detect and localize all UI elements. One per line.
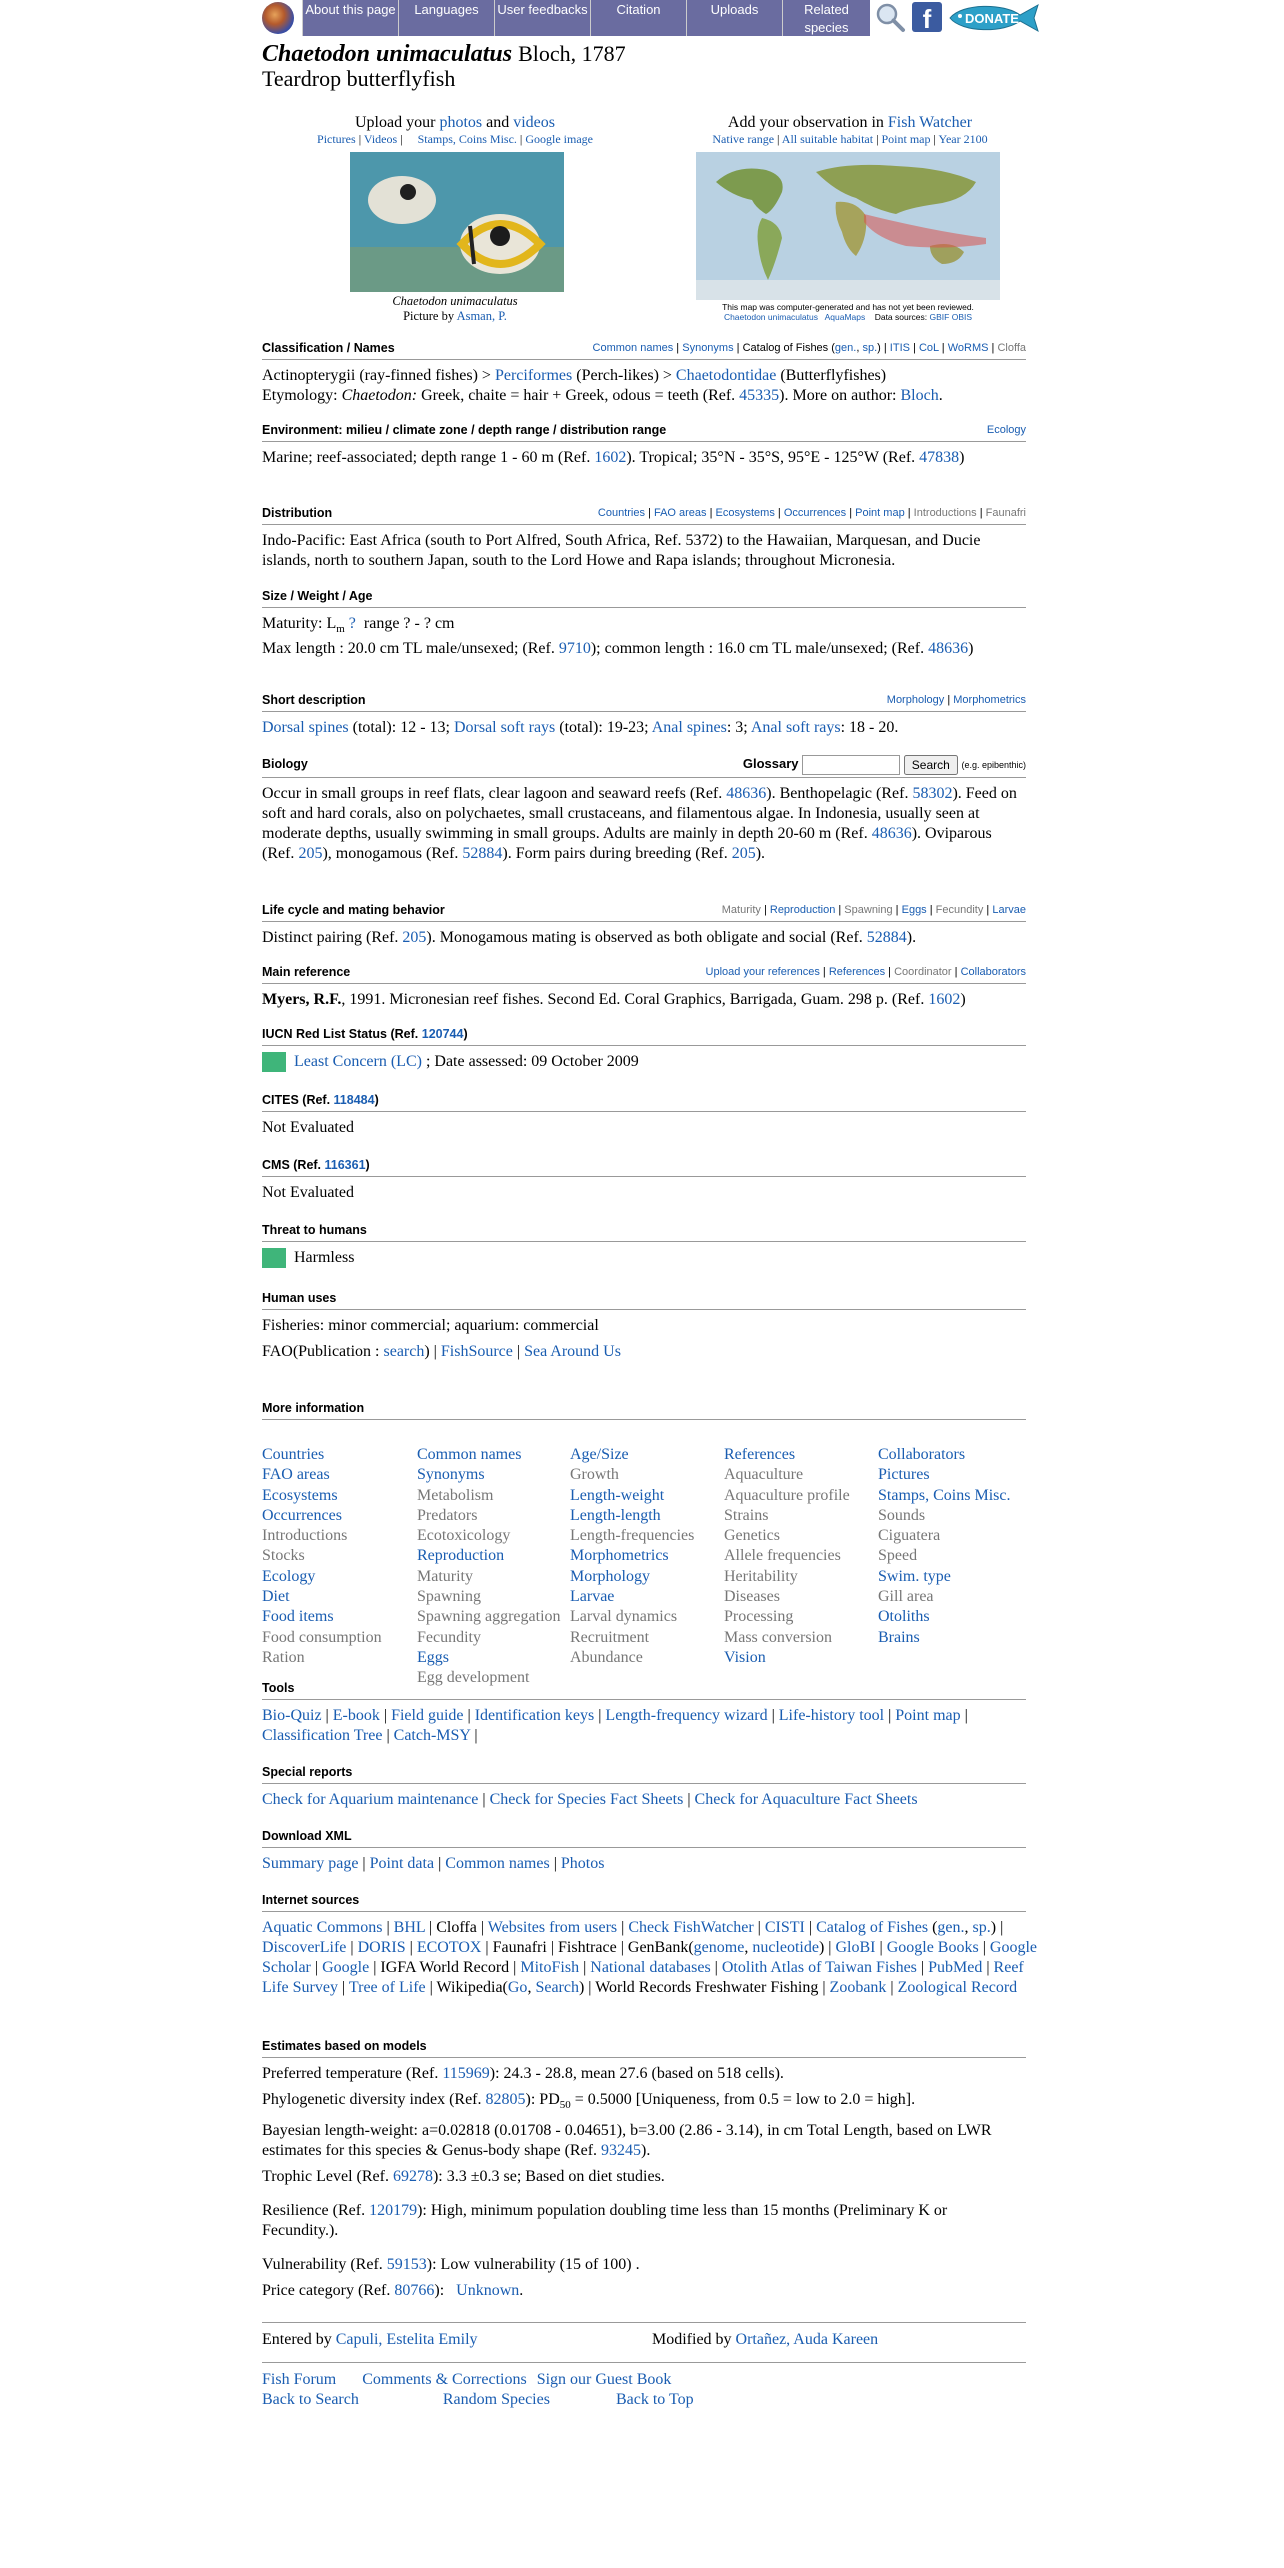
ref-link[interactable]: 118484 <box>333 1093 375 1107</box>
more-info-item: Aquaculture <box>724 1466 804 1484</box>
facebook-icon[interactable]: f <box>912 2 942 32</box>
ecotox-link[interactable]: ECOTOX <box>416 1939 482 1956</box>
fao-search-link[interactable]: search <box>383 1343 425 1360</box>
morphology-link[interactable]: Morphology <box>886 694 945 706</box>
bhl-link[interactable]: BHL <box>393 1919 426 1936</box>
collaborators-link[interactable]: Collaborators <box>960 966 1026 978</box>
more-info-item: Maturity <box>417 1567 473 1585</box>
suitable-habitat-link[interactable]: All suitable habitat <box>781 132 874 146</box>
more-info-item: Length-frequencies <box>570 1527 695 1545</box>
eggs-link[interactable]: Eggs <box>901 904 927 916</box>
anal-soft-rays-link[interactable]: Anal soft rays <box>750 719 841 736</box>
cisti-link[interactable]: CISTI <box>764 1919 805 1936</box>
obis-link[interactable]: OBIS <box>951 312 973 322</box>
more-info-item: Predators <box>417 1506 478 1524</box>
length-frequency-wizard-link[interactable]: Length-frequency wizard <box>605 1707 768 1724</box>
chaetodontidae-link[interactable]: Chaetodontidae <box>675 367 777 384</box>
more-info-item: Introductions <box>262 1527 348 1545</box>
ref-link[interactable]: 80766 <box>394 2282 435 2300</box>
pictures-link[interactable]: Pictures <box>317 132 356 146</box>
tree-of-life-link[interactable]: Tree of Life <box>348 1979 426 1996</box>
more-info-heading: More information <box>262 1400 1026 1420</box>
doris-link[interactable]: DORIS <box>357 1939 406 1956</box>
more-info-item[interactable]: FAO areas <box>262 1466 330 1484</box>
more-info-item: Food consumption <box>262 1628 382 1646</box>
ref-link[interactable]: 45335 <box>739 387 780 404</box>
common-names-xml-link[interactable]: Common names <box>445 1855 550 1872</box>
larvae-link[interactable]: Larvae <box>992 904 1026 916</box>
status-color-swatch <box>262 1052 286 1072</box>
more-info-item[interactable]: Eggs <box>417 1648 449 1666</box>
point-data-link[interactable]: Point data <box>369 1855 435 1872</box>
worms-link[interactable]: WoRMS <box>947 342 989 354</box>
back-to-search-link[interactable]: Back to Search <box>262 2391 359 2408</box>
point-map-link[interactable]: Point map <box>855 507 905 519</box>
lifecycle-section: Life cycle and mating behavior Maturity | Reproduction | Spawning | Eggs | Fecundity | Larvae Distinct pairing (Ref. 205). Monogamous mating is observed as both obligate and social (Ref. 52884). <box>262 903 1026 946</box>
estimates-section: Estimates based on models Preferred temperature (Ref. 115969): 24.3 - 28.8, mean 27.6 (based on 518 cells). Phylogenetic diversity index (Ref. 82805): $PD_{50} = 0.5000$ [Uniqueness, from 0.5 = low to 2.0 = high]. Bayesian length-weight: a=0.02818 (0.01708 - 0.04651), b=3.00 (2.86 - 3.14), in cm Total Length, based on LWR estimates for this species & Genus-body shape (Ref. 93245). Trophic Level (Ref. 69278): 3.3 ±0.3 se; Based on diet studies. Resilience (Ref. 120179): High, minimum population doubling time less than 15 months (Preliminary K or Fecundity.). Vulnerability (Ref. 59153): Low vulnerability (15 of 100) . Price category (Ref. 80766): Unknown. <box>262 2038 1026 2301</box>
sea-around-us-link[interactable]: Sea Around Us <box>524 1343 621 1360</box>
native-range-link[interactable]: Native range <box>712 132 775 146</box>
point-map-link[interactable]: Point map <box>895 1707 961 1724</box>
author-link[interactable]: Bloch <box>900 387 939 404</box>
more-info-item: Egg development <box>417 1669 530 1687</box>
more-info-item: Ciguatera <box>878 1527 941 1545</box>
distribution-map[interactable] <box>696 152 1000 300</box>
more-info-item[interactable]: Length-weight <box>570 1486 665 1504</box>
cof-gen-link[interactable]: gen. <box>937 1919 965 1936</box>
ref-link[interactable]: 1602 <box>594 449 627 466</box>
gbif-link[interactable]: GBIF <box>929 312 950 322</box>
perciformes-link[interactable]: Perciformes <box>494 367 573 384</box>
cms-section: CMS (Ref. 116361) Not Evaluated <box>262 1157 1026 1203</box>
google-scholar-link[interactable]: Google Scholar <box>262 1939 1037 1976</box>
otolith-atlas-link[interactable]: Otolith Atlas of Taiwan Fishes <box>721 1959 917 1976</box>
aquamaps-link[interactable]: AquaMaps <box>824 312 866 322</box>
more-info-item: Genetics <box>724 1527 780 1545</box>
aquarium-maintenance-link[interactable]: Check for Aquarium maintenance <box>262 1791 479 1808</box>
more-info-item: Spawning <box>417 1588 481 1606</box>
itis-link[interactable]: ITIS <box>889 342 910 354</box>
more-info-item[interactable]: Swim. type <box>878 1567 951 1585</box>
ref-link[interactable]: 205 <box>402 929 427 946</box>
identification-keys-link[interactable]: Identification keys <box>474 1707 595 1724</box>
donate-label: DONATE <box>965 11 1019 26</box>
ref-link[interactable]: 1602 <box>928 991 961 1008</box>
ref-link[interactable]: 120179 <box>369 2202 418 2220</box>
synonyms-link[interactable]: Synonyms <box>682 342 734 354</box>
donate-button[interactable] <box>948 1 1040 35</box>
distribution-section: Distribution Countries | FAO areas | Ecosystems | Occurrences | Point map | Introductions | Faunafri Indo-Pacific: East Africa (south to Port Alfred, South Africa, Ref. 5372) to the Hawaiian, Marquesan, and Ducie islands, north to southern Japan, south to the Lord Howe and Rapa islands; throughout Micronesia. <box>262 506 1026 569</box>
internet-sources-section: Internet sources Aquatic Commons | BHL | Cloffa | Websites from users | Check FishWatcher | CISTI | Catalog of Fishes (gen., sp.) | DiscoverLife | DORIS | ECOTOX | Faunafri | Fishtrace | GenBank(genome, nucleotide) | GloBI | Google Books | Google Scholar | Google | IGFA World Record | MitoFish | National databases | Otolith Atlas of Taiwan Fishes | PubMed | Reef Life Survey | Tree of Life | Wikipedia(Go, Search) | World Records Freshwater Fishing | Zoobank | Zoological Record <box>262 1893 1037 1996</box>
more-info-item: Fecundity <box>417 1628 481 1646</box>
tools-section: Tools Bio-Quiz | E-book | Field guide | Identification keys | Length-frequency wizard | Life-history tool | Point map | Classification Tree | Catch-MSY | <box>262 1680 1026 1746</box>
more-info-item[interactable]: Stamps, Coins Misc. <box>878 1486 1011 1504</box>
price-category-link[interactable]: Unknown <box>456 2282 520 2300</box>
summary-page-link[interactable]: Summary page <box>262 1855 359 1872</box>
more-info-column <box>570 1445 726 1668</box>
occurrences-link[interactable]: Occurrences <box>783 507 847 519</box>
more-info-item: Aquaculture profile <box>724 1486 850 1504</box>
ref-link[interactable]: 47838 <box>919 449 960 466</box>
ref-link[interactable]: 120744 <box>421 1027 464 1041</box>
more-info-item[interactable]: Morphometrics <box>570 1547 669 1565</box>
more-info-item: Heritability <box>724 1567 798 1585</box>
e-book-link[interactable]: E-book <box>332 1707 380 1724</box>
ref-link[interactable]: 205 <box>298 845 323 862</box>
dorsal-spines-link[interactable]: Dorsal spines <box>262 719 349 736</box>
short-description-section: Short description Morphology | Morphometrics Dorsal spines (total): 12 - 13; Dorsal soft rays (total): 19-23; Anal spines: 3; Anal soft rays: 18 - 20. <box>262 693 1026 736</box>
map-note: This map was computer-generated and has not yet been reviewed. Chaetodon unimaculatus AquaMaps Data sources: GBIF OBIS <box>722 302 974 322</box>
species-photo[interactable] <box>350 152 564 292</box>
discoverlife-link[interactable]: DiscoverLife <box>262 1939 347 1956</box>
wikipedia-go-link[interactable]: Go <box>507 1979 528 1996</box>
ecology-link[interactable]: Ecology <box>986 424 1026 436</box>
more-info-item[interactable]: Pictures <box>878 1466 930 1484</box>
references-link[interactable]: References <box>828 966 886 978</box>
field-guide-link[interactable]: Field guide <box>391 1707 464 1724</box>
wikipedia-search-link[interactable]: Search <box>535 1979 579 1996</box>
ref-link[interactable]: 48636 <box>928 640 969 658</box>
fishsource-link[interactable]: FishSource <box>440 1343 513 1360</box>
more-info-item: Larval dynamics <box>570 1608 678 1626</box>
cof-sp-link[interactable]: sp. <box>972 1919 991 1936</box>
entered-by: Entered by Capuli, Estelita Emily <box>262 2331 478 2348</box>
scientific-name: Chaetodon unimaculatus <box>262 41 513 67</box>
more-info-item: Allele frequencies <box>724 1547 841 1565</box>
more-info-item: Processing <box>724 1608 794 1626</box>
species-fact-sheets-link[interactable]: Check for Species Fact Sheets <box>489 1791 684 1808</box>
ref-link[interactable]: 52884 <box>462 845 503 862</box>
more-info-item: Speed <box>878 1547 918 1565</box>
more-info-item[interactable]: Brains <box>878 1628 920 1646</box>
glossary-input[interactable] <box>802 755 900 775</box>
genome-link[interactable]: genome <box>693 1939 745 1956</box>
more-info-item: Abundance <box>570 1648 643 1666</box>
fish-watcher-link[interactable]: Fish Watcher <box>887 114 973 131</box>
more-info-item: Metabolism <box>417 1486 494 1504</box>
dorsal-soft-rays-link[interactable]: Dorsal soft rays <box>453 719 556 736</box>
ref-link[interactable]: 48636 <box>726 785 767 802</box>
globi-link[interactable]: GloBI <box>835 1939 876 1956</box>
nav-uploads[interactable]: Uploads <box>686 0 782 36</box>
cites-section: CITES (Ref. 118484) Not Evaluated <box>262 1092 1026 1138</box>
ref-link[interactable]: 69278 <box>392 2168 433 2186</box>
classification-tree-link[interactable]: Classification Tree <box>262 1727 383 1744</box>
upload-references-link[interactable]: Upload your references <box>705 966 820 978</box>
threat-section: Threat to humans Harmless <box>262 1222 1026 1268</box>
more-info-item[interactable]: Common names <box>417 1446 522 1463</box>
iucn-section: IUCN Red List Status (Ref. 120744) Least Concern (LC) ; Date assessed: 09 October 2009 <box>262 1026 1026 1072</box>
ecosystems-link[interactable]: Ecosystems <box>715 507 775 519</box>
modified-by-link[interactable]: Ortañez, Auda Kareen <box>735 2331 879 2348</box>
photos-link[interactable]: photos <box>439 114 483 131</box>
ref-link[interactable]: 58302 <box>912 785 953 802</box>
more-info-column <box>262 1445 418 1668</box>
nav-user-feedbacks[interactable]: User feedbacks <box>494 0 590 36</box>
size-section: Size / Weight / Age Maturity: $L_m$ ? range ? - ? cm Max length : 20.0 cm TL male/unsexed; (Ref. 9710); common length : 16.0 cm TL male/unsexed; (Ref. 48636) <box>262 588 1026 659</box>
year-2100-link[interactable]: Year 2100 <box>938 132 988 146</box>
aquatic-commons-link[interactable]: Aquatic Commons <box>262 1919 383 1936</box>
modified-by: Modified by Ortañez, Auda Kareen <box>652 2331 879 2348</box>
ref-link[interactable]: 59153 <box>386 2256 427 2274</box>
catch-msy-link[interactable]: Catch-MSY <box>393 1727 471 1744</box>
species-author: Bloch, 1787 <box>518 41 626 66</box>
cof-gen-link[interactable]: gen. <box>834 342 857 354</box>
entered-by-link[interactable]: Capuli, Estelita Emily <box>335 2331 478 2348</box>
ref-link[interactable]: 52884 <box>866 929 907 946</box>
more-info-item[interactable]: Length-length <box>570 1506 661 1524</box>
mitofish-link[interactable]: MitoFish <box>520 1959 580 1976</box>
more-info-item[interactable]: Larvae <box>570 1588 615 1606</box>
stamps-link[interactable]: Stamps, Coins Misc. <box>417 132 517 146</box>
more-info-item[interactable]: Ecosystems <box>262 1486 338 1504</box>
reproduction-link[interactable]: Reproduction <box>769 904 836 916</box>
nav-related-species[interactable]: Related species <box>782 0 870 36</box>
environment-section: Environment: milieu / climate zone / depth range / distribution range Ecology Marine; reef-associated; depth range 1 - 60 m (Ref. 1602). Tropical; 35°N - 35°S, 95°E - 125°W (Ref. 47838) <box>262 423 1026 466</box>
photographer-link[interactable]: Asman, P. <box>456 309 507 323</box>
google-books-link[interactable]: Google Books <box>886 1939 979 1956</box>
more-info-item: Gill area <box>878 1588 934 1606</box>
human-uses-section: Human uses Fisheries: minor commercial; aquarium: commercial FAO(Publication : search) | FishSource | Sea Around Us <box>262 1290 1026 1362</box>
more-info-column <box>417 1445 573 1689</box>
pubmed-link[interactable]: PubMed <box>928 1959 983 1976</box>
ref-link[interactable]: 115969 <box>442 2065 490 2082</box>
divider <box>262 2362 1026 2363</box>
comments-corrections-link[interactable]: Comments & Corrections <box>362 2371 527 2388</box>
national-databases-link[interactable]: National databases <box>590 1959 711 1976</box>
more-info-item[interactable]: Otoliths <box>878 1608 930 1626</box>
more-info-item: Strains <box>724 1506 769 1524</box>
download-xml-section: Download XML Summary page | Point data | Common names | Photos <box>262 1828 1026 1874</box>
divider <box>262 2322 1026 2323</box>
catalog-of-fishes-link[interactable]: Catalog of Fishes <box>816 1919 929 1936</box>
check-fishwatcher-link[interactable]: Check FishWatcher <box>628 1919 754 1936</box>
zoological-record-link[interactable]: Zoological Record <box>897 1979 1018 1996</box>
fao-areas-link[interactable]: FAO areas <box>653 507 707 519</box>
bio-quiz-link[interactable]: Bio-Quiz <box>262 1707 322 1724</box>
zoobank-link[interactable]: Zoobank <box>829 1979 887 1996</box>
anal-spines-link[interactable]: Anal spines <box>651 719 727 736</box>
nav-citation[interactable]: Citation <box>590 0 686 36</box>
random-species-link[interactable]: Random Species <box>442 2391 550 2408</box>
videos-sub-link[interactable]: Videos <box>363 132 398 146</box>
upload-box: Upload your photos and videos Pictures | Videos | Stamps, Coins Misc. | Google image <box>317 114 593 146</box>
cof-sp-link[interactable]: sp. <box>862 342 878 354</box>
more-info-column <box>878 1445 1034 1648</box>
ref-link[interactable]: 205 <box>731 845 756 862</box>
ref-link[interactable]: 93245 <box>601 2142 642 2160</box>
websites-from-users-link[interactable]: Websites from users <box>487 1919 618 1936</box>
more-info-item: Sounds <box>878 1506 926 1524</box>
more-info-item: Diseases <box>724 1588 780 1606</box>
more-info-item: Mass conversion <box>724 1628 832 1646</box>
more-info-item: Growth <box>570 1466 619 1484</box>
more-info-item[interactable]: Food items <box>262 1608 334 1626</box>
reef-life-survey-link[interactable]: Reef Life Survey <box>262 1959 1024 1996</box>
iucn-status-link[interactable]: Least Concern (LC) <box>294 1053 422 1070</box>
ref-link[interactable]: 9710 <box>558 640 591 658</box>
more-info-item[interactable]: Age/Size <box>570 1446 629 1463</box>
footer-links <box>262 2370 782 2410</box>
more-info-column <box>724 1445 880 1668</box>
col-link[interactable]: CoL <box>918 342 939 354</box>
more-info-item[interactable]: References <box>724 1446 796 1463</box>
morphometrics-link[interactable]: Morphometrics <box>953 694 1026 706</box>
search-icon[interactable] <box>874 1 906 33</box>
nucleotide-link[interactable]: nucleotide <box>752 1939 819 1956</box>
google-image-link[interactable]: Google image <box>525 132 593 146</box>
page-title <box>262 40 626 68</box>
more-info-item[interactable]: Ecology <box>262 1567 316 1585</box>
more-info-item[interactable]: Countries <box>262 1446 325 1463</box>
photo-caption: Chaetodon unimaculatus Picture by Asman, P. <box>392 294 518 323</box>
more-info-item[interactable]: Reproduction <box>417 1547 505 1565</box>
more-info-item: Ration <box>262 1648 305 1666</box>
more-info-item: Ecotoxicology <box>417 1527 511 1545</box>
back-to-top-link[interactable]: Back to Top <box>615 2391 694 2408</box>
common-name: Teardrop butterflyfish <box>262 66 456 91</box>
countries-link[interactable]: Countries <box>597 507 645 519</box>
videos-link[interactable]: videos <box>513 114 555 131</box>
status-color-swatch <box>262 1248 286 1268</box>
biology-section: Biology Glossary Search (e.g. epibenthic) Occur in small groups in reef flats, clear lagoon and seaward reefs (Ref. 48636). Benthopelagic (Ref. 58302). Feed on soft and hard corals, also on polychaetes, small crustaceans, and filamentous algae. In Indonesia, usually seen at moderate depths, usually swimming in small groups. Adults are mainly in depth 20-60 m (Ref. 48636). Oviparous (Ref. 205), monogamous (Ref. 52884). Form pairs during breeding (Ref. 205). <box>262 756 1026 862</box>
more-info-item[interactable]: Occurrences <box>262 1506 342 1524</box>
point-map-link[interactable]: Point map <box>881 132 931 146</box>
main-reference-section: Main reference Upload your references | References | Coordinator | Collaborators Myers, R.F., 1991. Micronesian reef fishes. Second Ed. Coral Graphics, Barrigada, Guam. 298 p. (Ref. 1602) <box>262 965 1026 1008</box>
more-info-item: Spawning aggregation <box>417 1608 561 1626</box>
ref-link[interactable]: 116361 <box>324 1158 366 1172</box>
more-info-item[interactable]: Diet <box>262 1588 290 1606</box>
glossary-search-button[interactable]: Search <box>904 755 958 775</box>
life-history-tool-link[interactable]: Life-history tool <box>778 1707 885 1724</box>
more-info-item[interactable]: Vision <box>724 1648 766 1666</box>
more-info-item[interactable]: Collaborators <box>878 1446 966 1463</box>
more-info-item[interactable]: Morphology <box>570 1567 650 1585</box>
maturity-link[interactable]: ? <box>348 615 356 632</box>
nav-about[interactable]: About this page <box>302 0 398 36</box>
ref-link[interactable]: 82805 <box>485 2091 526 2108</box>
common-names-link[interactable]: Common names <box>592 342 674 354</box>
guest-book-link[interactable]: Sign our Guest Book <box>536 2371 672 2388</box>
more-info-item: Stocks <box>262 1547 305 1565</box>
aquaculture-fact-sheets-link[interactable]: Check for Aquaculture Fact Sheets <box>694 1791 918 1808</box>
map-species-link[interactable]: Chaetodon unimaculatus <box>723 312 818 322</box>
top-nav <box>262 0 1042 36</box>
photos-xml-link[interactable]: Photos <box>560 1855 605 1872</box>
observation-box: Add your observation in Fish Watcher Native range | All suitable habitat | Point map | Year 2100 <box>712 114 988 146</box>
more-info-item: Recruitment <box>570 1628 650 1646</box>
nav-languages[interactable]: Languages <box>398 0 494 36</box>
ref-link[interactable]: 48636 <box>871 825 912 842</box>
special-reports-section: Special reports Check for Aquarium maintenance | Check for Species Fact Sheets | Check for Aquaculture Fact Sheets <box>262 1764 1026 1810</box>
fish-forum-link[interactable]: Fish Forum <box>262 2371 337 2388</box>
google-link[interactable]: Google <box>322 1959 370 1976</box>
classification-section: Classification / Names Common names | Synonyms | Catalog of Fishes (gen., sp.) | ITIS | CoL | WoRMS | Cloffa Actinopterygii (ray-finned fishes) > Perciformes (Perch-likes) > Chaetodontidae (Butterflyfishes) Etymology: Chaetodon: Greek, chaite = hair + Greek, odous = teeth (Ref. 45335). More on author: Bloch. <box>262 341 1026 404</box>
more-info-item[interactable]: Synonyms <box>417 1466 485 1484</box>
fishbase-logo[interactable] <box>262 2 294 34</box>
